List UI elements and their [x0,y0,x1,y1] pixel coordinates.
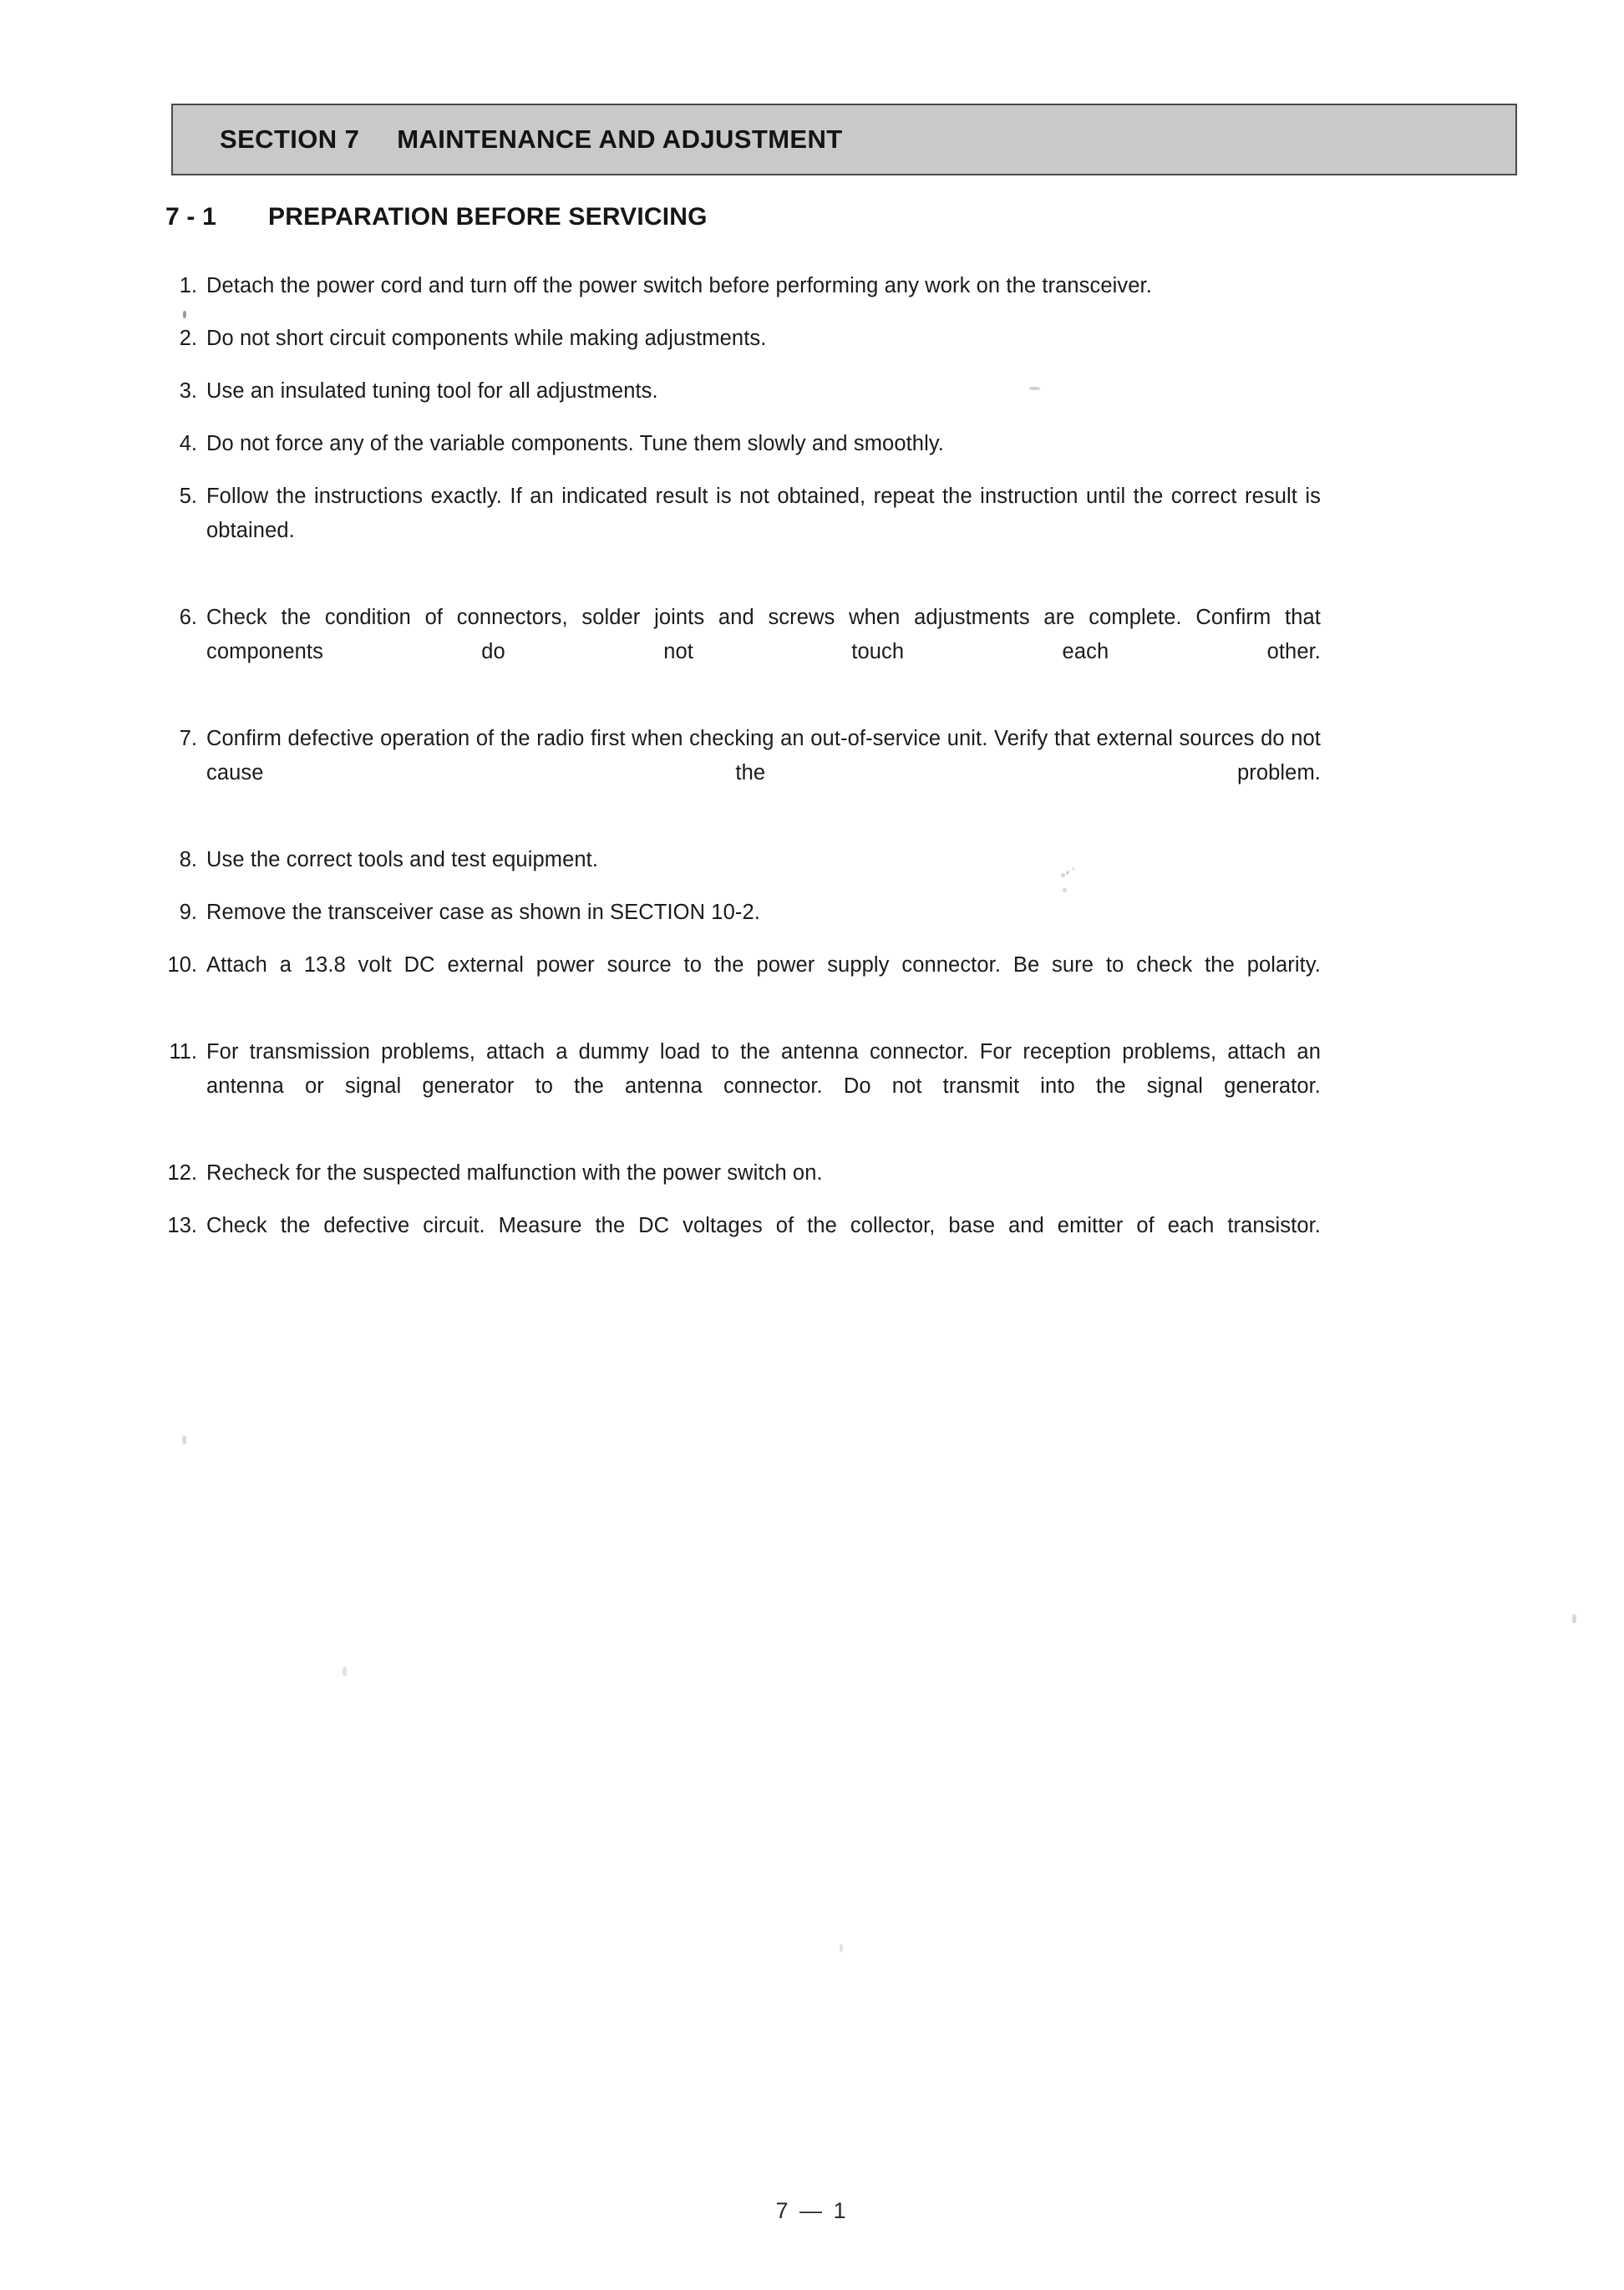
list-item-text: Attach a 13.8 volt DC external power source to the power supply connector. Be sure to check the polarity. [206,953,1321,977]
list-item [164,1209,1321,1277]
list-item-text: Recheck for the suspected malfunction with the power switch on. [206,1161,823,1185]
section-header-content [220,124,843,155]
list-item-number: 13. [167,1214,197,1237]
preparation-steps-list [164,269,1321,1296]
list-item [164,1156,1321,1191]
list-item-text: Check the condition of connectors, solder joints and screws when adjustments are complete. Confirm that components do not touch each other. [206,606,1321,663]
list-item-text: Use an insulated tuning tool for all adjustments. [206,379,658,403]
list-item [164,722,1321,825]
list-item [164,269,1321,303]
list-item-text: Use the correct tools and test equipment. [206,848,599,871]
list-item-text: Do not short circuit components while making adjustments. [206,327,767,350]
scan-artifact-speck [1061,873,1065,877]
scan-artifact-speck [1063,888,1067,892]
list-item-text: Remove the transceiver case as shown in SECTION 10-2. [206,901,760,924]
list-item-number: 3. [179,379,197,403]
list-item-number: 1. [179,274,197,297]
page-number-footer: 7 — 1 [775,2198,849,2223]
list-item-number: 11. [169,1040,197,1064]
list-item-text: Confirm defective operation of the radio first when checking an out-of-service unit. Verify that external sources do not cause the problem. [206,727,1321,784]
list-item-number: 4. [179,432,197,455]
subsection-heading [165,203,708,231]
subsection-title: PREPARATION BEFORE SERVICING [268,203,708,231]
section-title: MAINTENANCE AND ADJUSTMENT [397,124,843,154]
scan-artifact-speck [1066,872,1068,875]
scan-artifact-speck [1072,867,1075,871]
list-item [164,896,1321,930]
list-item-number: 9. [179,901,197,924]
list-item [164,843,1321,877]
list-item-text: Check the defective circuit. Measure the DC voltages of the collector, base and emitter of each transistor. [206,1214,1321,1237]
list-item [164,374,1321,409]
list-item-number: 2. [179,327,197,350]
section-number: SECTION 7 [220,124,360,154]
list-item-text: Do not force any of the variable components. Tune them slowly and smoothly. [206,432,944,455]
list-item [164,480,1321,582]
scan-artifact-speck [1029,387,1040,390]
scan-artifact-speck [840,1944,843,1952]
list-item-text: Detach the power cord and turn off the power switch before performing any work on the transceiver. [206,274,1152,297]
list-item-number: 7. [179,727,197,750]
list-item [164,427,1321,461]
list-item-number: 12. [167,1161,197,1185]
subsection-number: 7 - 1 [165,203,217,231]
section-header-band [171,104,1517,175]
scan-artifact-speck [343,1667,347,1676]
list-item [164,948,1321,1017]
list-item-number: 5. [179,485,197,508]
list-item [164,601,1321,703]
list-item-number: 10. [167,953,197,977]
list-item [164,1035,1321,1138]
list-item-number: 8. [179,848,197,871]
list-item-number: 6. [179,606,197,629]
list-item-text: For transmission problems, attach a dummy load to the antenna connector. For reception problems, attach an antenna or signal generator to the antenna connector. Do not transmit into the signal generator. [206,1040,1321,1098]
list-item [164,322,1321,356]
scan-artifact-speck [182,1435,186,1445]
list-item-text: Follow the instructions exactly. If an indicated result is not obtained, repeat the instruction until the correct result is obtained. [206,485,1321,542]
scan-artifact-speck [183,311,186,318]
scan-artifact-speck [1572,1614,1576,1623]
